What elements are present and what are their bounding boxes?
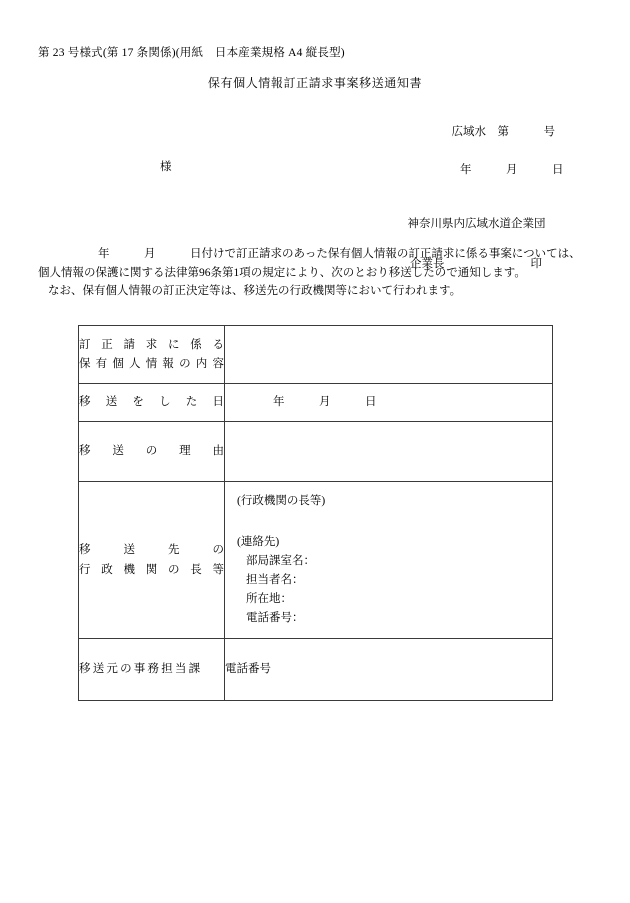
document-number: 広域水 第 号 <box>451 126 555 138</box>
transfer-date-placeholder: 年 月 日 <box>273 396 377 408</box>
row-label-line-1: 移送をした日 <box>79 396 224 408</box>
body-paragraph-3: なお、保有個人情報の訂正決定等は、移送先の行政機関等において行われます。 <box>48 285 462 297</box>
issuer-organization: 神奈川県内広域水道企業団 <box>407 218 546 230</box>
seal-mark: 印 <box>530 258 542 270</box>
contact-address-field[interactable]: 所在地： <box>246 593 292 605</box>
row-label-correction-content <box>79 326 225 384</box>
contact-phone-field[interactable]: 電話番号： <box>246 612 304 624</box>
body-paragraph-1: 年 月 日付けで訂正請求のあった保有個人情報の訂正請求に係る事案については、 <box>98 248 581 260</box>
row-label-line-1: 訂正請求に係る <box>79 338 224 351</box>
row-label-line-2: 行政機関の長等 <box>79 564 224 576</box>
row-value-transfer-date[interactable] <box>225 384 553 422</box>
contact-department-field[interactable]: 部局課室名： <box>246 555 315 567</box>
contact-section-title: (連絡先) <box>237 536 280 548</box>
row-label-line-2: 保有個人情報の内容 <box>79 357 224 370</box>
issuer-role: 企業長 <box>410 258 445 270</box>
form-code: 第 23 号様式(第 17 条関係)(用紙 日本産業規格 A4 縦長型) <box>38 47 345 59</box>
form-table <box>78 325 553 701</box>
row-value-destination-agency[interactable] <box>225 482 553 639</box>
table-row <box>79 326 553 384</box>
row-label-transfer-reason <box>79 422 225 482</box>
table-row <box>79 639 553 701</box>
table-row <box>79 422 553 482</box>
destination-detail-list <box>225 482 552 638</box>
row-value-correction-content[interactable] <box>225 326 553 384</box>
document-title: 保有個人情報訂正請求事案移送通知書 <box>207 76 423 90</box>
row-label-source-department <box>79 639 225 701</box>
row-value-source-department[interactable]: 電話番号 <box>225 639 553 701</box>
row-label-line-1: 移送の理由 <box>79 445 224 457</box>
row-label-transfer-date <box>79 384 225 422</box>
row-label-line-1: 移送元の事務担当課 <box>79 663 203 675</box>
row-label-destination-agency <box>79 482 225 639</box>
contact-person-field[interactable]: 担当者名： <box>246 574 304 586</box>
addressee-honorific: 様 <box>160 161 172 173</box>
destination-agency-head: (行政機関の長等) <box>237 495 326 507</box>
table-row <box>79 384 553 422</box>
body-text <box>38 245 594 301</box>
table-row <box>79 482 553 639</box>
document-date: 年 月 日 <box>460 164 564 176</box>
row-value-transfer-reason[interactable] <box>225 422 553 482</box>
row-label-line-1: 移送先の <box>79 544 224 556</box>
body-paragraph-2: 個人情報の保護に関する法律第96条第1項の規定により、次のとおり移送したので通知します。 <box>38 266 526 279</box>
